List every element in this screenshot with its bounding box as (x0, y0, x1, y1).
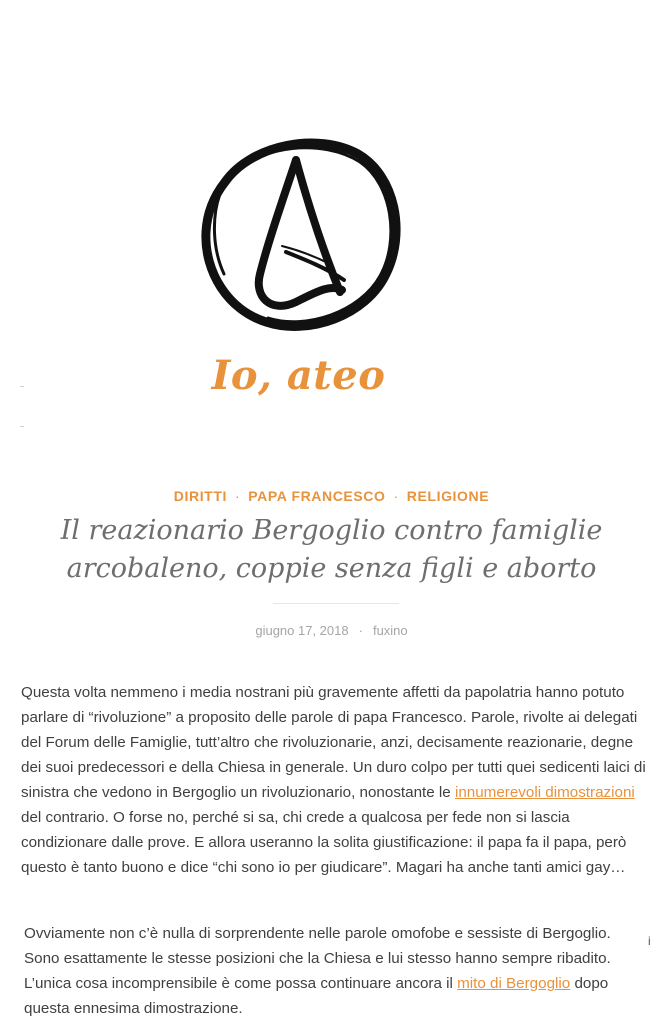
site-header (0, 0, 663, 430)
body-text: dopo questa ennesima dimostrazione. (24, 975, 609, 1017)
post-date[interactable]: giugno 17, 2018 (255, 623, 349, 638)
body-text: Ovviamente non c’è nulla di sorprendente nelle parole omofobe e sessiste di Bergoglio. Sono esattamente le stesse posizioni che la Chiesa e lui stesso hanno sempre ribadito. L’unica cosa incomprensibile è come possa continuare ancora il (24, 925, 611, 992)
atheist-a-circle-icon (190, 124, 405, 339)
body-text: del contrario. O forse no, perché si sa, chi crede a qualcosa per fede non si lascia condizionare dalle prove. E allora useranno la solita giustificazione: il papa fa il papa, però questo è tanto buono e dice “chi sono io per giudicare”. Magari ha anche tanti amici gay… (21, 809, 627, 876)
mito-di-bergoglio-link[interactable]: mito di Bergoglio (457, 975, 571, 992)
meta-separator: · (358, 623, 363, 638)
category-link-religione[interactable]: RELIGIONE (406, 488, 490, 504)
innumerevoli-dimostrazioni-link[interactable]: innumerevoli dimostrazioni (454, 784, 635, 801)
body-paragraph-2 (24, 921, 636, 1021)
body-text: Questa volta nemmeno i media nostrani più gravemente affetti da papolatria hanno potuto parlare di “rivoluzione” a proposito delle parole di papa Francesco. Parole, rivolte ai delegati del Forum delle Famiglie, tutt’altro che rivoluzionarie, anzi, decisamente reazionarie, degne dei suoi predecessori e della Chiesa in generale. Un duro colpo per tutti quei sedicenti laici di sinistra che vedono in Bergoglio un rivoluzionario, nonostante le (21, 684, 646, 801)
category-separator: · (234, 488, 241, 504)
title-divider (273, 603, 399, 604)
post-title: Il reazionario Bergoglio contro famiglie arcobaleno, coppie senza figli e aborto (60, 515, 603, 584)
post-meta (0, 623, 663, 638)
body-paragraph-1 (21, 680, 651, 880)
post-categories (0, 488, 663, 504)
category-separator: · (393, 488, 399, 504)
side-mark: i (648, 934, 651, 948)
category-link-papa-francesco[interactable]: PAPA FRANCESCO (248, 488, 386, 504)
site-title[interactable]: Io, ateo (211, 352, 386, 399)
edge-mark (20, 386, 24, 387)
category-link-diritti[interactable]: DIRITTI (173, 488, 227, 504)
post-author[interactable]: fuxino (372, 623, 408, 638)
edge-mark (20, 426, 24, 427)
